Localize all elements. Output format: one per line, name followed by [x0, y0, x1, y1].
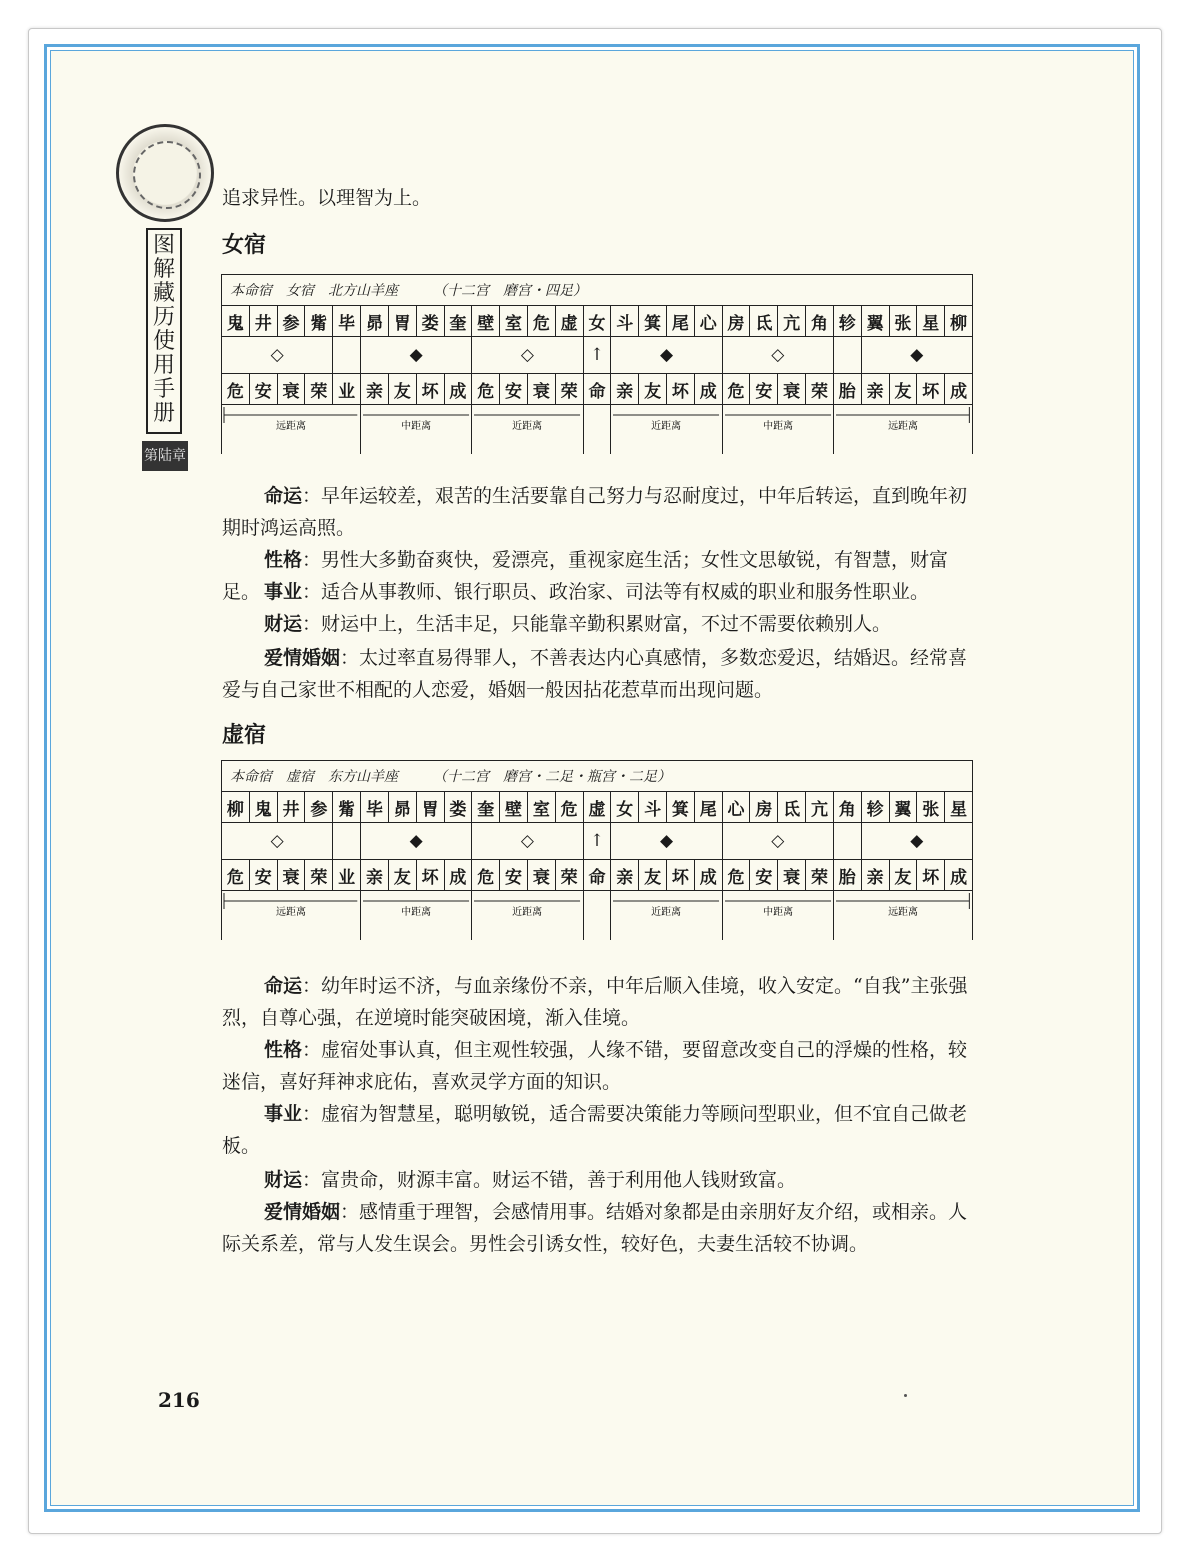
star-cell: 壁	[472, 306, 500, 337]
paragraph-personality	[222, 1034, 974, 1098]
relation-cell: 坏	[917, 860, 945, 891]
star-cell: 娄	[416, 306, 444, 337]
distance-label: 远距离	[887, 421, 918, 432]
para-text: ：虚宿处事认真，但主观性较强，人缘不错，要留意改变自己的浮燥的性格，较迷信，喜好拜神求庇佑，喜欢灵学方面的知识。	[222, 1039, 968, 1093]
symbols-row	[222, 337, 973, 374]
relation-cell: 命	[583, 374, 611, 405]
paragraph-fortune	[222, 480, 974, 544]
star-cell: 翼	[861, 306, 889, 337]
star-cell: 柳	[945, 306, 973, 337]
distance-label: 近距离	[512, 907, 543, 918]
distance-label: 中距离	[762, 907, 793, 918]
relation-cell: 衰	[277, 374, 305, 405]
relation-cell: 亲	[861, 860, 889, 891]
relation-cell: 荣	[305, 860, 333, 891]
relation-cell: 衰	[527, 860, 555, 891]
speck	[904, 1394, 907, 1397]
symbol-cell: ◇	[722, 823, 833, 860]
relation-cell: 安	[500, 374, 528, 405]
para-label: 命运	[264, 485, 303, 507]
relation-cell: 坏	[416, 860, 444, 891]
symbol-cell	[333, 823, 361, 860]
para-label: 性格	[264, 549, 303, 571]
relation-cell: 亲	[861, 374, 889, 405]
distance-arrow	[611, 405, 721, 449]
para-label: 财运	[264, 1169, 303, 1191]
relation-cell: 亲	[361, 374, 389, 405]
relation-cell: 安	[249, 374, 277, 405]
star-cell: 尾	[667, 306, 695, 337]
relation-cell: 安	[249, 860, 277, 891]
symbol-cell: ↑	[583, 337, 611, 374]
symbol-cell	[333, 337, 361, 374]
distance-row	[222, 405, 973, 455]
distance-row	[222, 891, 973, 941]
para-text: ：早年运较差，艰苦的生活要靠自己努力与忍耐度过，中年后转运，直到晚年初期时鸿运高照。	[222, 485, 968, 539]
relation-cell: 成	[444, 860, 472, 891]
distance-arrow	[361, 405, 471, 449]
distance-label: 中距离	[401, 421, 432, 432]
star-cell: 箕	[667, 792, 695, 823]
star-cell: 奎	[444, 306, 472, 337]
star-cell: 心	[694, 306, 722, 337]
star-cell: 毕	[361, 792, 389, 823]
paragraph-wealth	[222, 1164, 974, 1196]
para-label: 爱情婚姻	[264, 1201, 341, 1223]
star-cell: 斗	[611, 306, 639, 337]
relation-cell: 成	[694, 860, 722, 891]
book-title-vertical	[146, 228, 182, 434]
star-cell: 室	[527, 792, 555, 823]
symbol-cell: ◇	[472, 337, 583, 374]
star-cell: 觜	[305, 306, 333, 337]
star-cell: 鬼	[249, 792, 277, 823]
star-cell: 翼	[889, 792, 917, 823]
star-cell: 胃	[416, 792, 444, 823]
relation-cell: 胎	[833, 860, 861, 891]
relation-cell: 亲	[611, 374, 639, 405]
star-cell: 氐	[778, 792, 806, 823]
distance-arrow	[611, 891, 721, 935]
relation-cell: 衰	[778, 374, 806, 405]
distance-label: 远距离	[276, 907, 307, 918]
relation-cell: 荣	[806, 374, 834, 405]
distance-arrow	[361, 891, 471, 935]
symbol-cell: ↑	[583, 823, 611, 860]
para-text: ：财运中上，生活丰足，只能靠辛勤积累财富，不过不需要依赖别人。	[302, 613, 892, 635]
symbol-cell	[833, 823, 861, 860]
table-header: 本命宿 女宿 北方山羊座 （十二宫 磨宫・四足）	[222, 275, 973, 306]
relation-cell: 危	[472, 860, 500, 891]
star-cell: 奎	[472, 792, 500, 823]
star-cell: 斗	[639, 792, 667, 823]
symbols-row	[222, 823, 973, 860]
intro-line: 追求异性。以理智为上。	[222, 187, 432, 209]
page-number: 216	[158, 1388, 200, 1412]
star-cell: 房	[750, 792, 778, 823]
symbol-cell: ◇	[222, 337, 333, 374]
distance-label: 中距离	[401, 907, 432, 918]
symbol-cell	[833, 337, 861, 374]
paragraph-love	[222, 642, 974, 706]
relation-cell: 成	[945, 374, 973, 405]
para-text: ：太过率直易得罪人，不善表达内心真感情，多数恋爱迟，结婚迟。经常喜爱与自己家世不相配的人恋爱，婚姻一般因拈花惹草而出现问题。	[222, 647, 968, 701]
chapter-label: 第陆章	[142, 441, 188, 471]
star-cell: 室	[500, 306, 528, 337]
para-label: 事业	[264, 1103, 303, 1125]
relation-cell: 业	[333, 374, 361, 405]
symbol-cell: ◆	[361, 337, 472, 374]
para-label: 事业	[264, 581, 303, 603]
stars-row	[222, 306, 973, 337]
para-text: ：幼年时运不济，与血亲缘份不亲，中年后顺入佳境，收入安定。“自我”主张强烈，自尊心强，在逆境时能突破困境，渐入佳境。	[222, 975, 968, 1029]
star-cell: 轸	[833, 306, 861, 337]
distance-arrow	[723, 891, 833, 935]
title-char: 藏	[152, 281, 175, 306]
relation-cell: 坏	[667, 860, 695, 891]
relation-cell: 危	[722, 374, 750, 405]
relation-cell: 友	[639, 860, 667, 891]
relation-cell: 成	[945, 860, 973, 891]
para-text: ：虚宿为智慧星，聪明敏锐，适合需要决策能力等顾问型职业，但不宜自己做老板。	[222, 1103, 968, 1157]
star-cell: 鬼	[222, 306, 250, 337]
star-cell: 参	[305, 792, 333, 823]
relation-cell: 胎	[833, 374, 861, 405]
relation-cell: 命	[583, 860, 611, 891]
distance-label: 近距离	[651, 421, 682, 432]
relation-cell: 成	[444, 374, 472, 405]
paragraph-wealth	[222, 608, 974, 640]
relation-cell: 坏	[667, 374, 695, 405]
relation-cell: 亲	[611, 860, 639, 891]
title-char: 图	[152, 233, 175, 258]
distance-label: 远距离	[276, 421, 307, 432]
para-label: 性格	[264, 1039, 303, 1061]
title-char: 解	[152, 257, 175, 282]
paragraph-career	[222, 1098, 974, 1162]
relation-cell: 荣	[555, 374, 583, 405]
star-cell: 危	[555, 792, 583, 823]
relation-cell: 危	[472, 374, 500, 405]
paragraph-career	[222, 576, 974, 608]
distance-arrow	[834, 405, 972, 449]
relation-cell: 衰	[527, 374, 555, 405]
section-title: 女宿	[222, 232, 267, 258]
relation-cell: 亲	[361, 860, 389, 891]
relation-cell: 荣	[806, 860, 834, 891]
title-char: 使	[152, 329, 175, 354]
distance-label: 近距离	[512, 421, 543, 432]
title-char: 册	[152, 401, 175, 426]
star-cell: 昴	[361, 306, 389, 337]
star-cell: 角	[806, 306, 834, 337]
symbol-cell: ◇	[472, 823, 583, 860]
distance-arrow	[472, 405, 582, 449]
relation-cell: 安	[500, 860, 528, 891]
para-label: 财运	[264, 613, 303, 635]
relation-cell: 危	[222, 374, 250, 405]
relation-cell: 友	[388, 860, 416, 891]
title-char: 用	[152, 353, 175, 378]
relation-cell: 坏	[917, 374, 945, 405]
star-cell: 张	[889, 306, 917, 337]
relation-cell: 荣	[555, 860, 583, 891]
relation-cell: 成	[694, 374, 722, 405]
distance-label: 远距离	[887, 907, 918, 918]
relation-cell: 友	[388, 374, 416, 405]
para-text: ：富贵命，财源丰富。财运不错，善于利用他人钱财致富。	[302, 1169, 797, 1191]
stars-row	[222, 792, 973, 823]
relation-cell: 荣	[305, 374, 333, 405]
star-cell: 井	[249, 306, 277, 337]
seal-emblem	[116, 124, 214, 222]
relation-cell: 危	[722, 860, 750, 891]
star-cell: 亢	[778, 306, 806, 337]
relation-cell: 友	[889, 860, 917, 891]
para-label: 爱情婚姻	[264, 647, 341, 669]
distance-label: 中距离	[762, 421, 793, 432]
para-text: ：感情重于理智，会感情用事。结婚对象都是由亲朋好友介绍，或相亲。人际关系差，常与人发生误会。男性会引诱女性，较好色，夫妻生活较不协调。	[222, 1201, 968, 1255]
relation-cell: 危	[222, 860, 250, 891]
paragraph-love	[222, 1196, 974, 1260]
star-cell: 危	[527, 306, 555, 337]
relation-cell: 安	[750, 860, 778, 891]
relation-cell: 友	[639, 374, 667, 405]
symbol-cell: ◆	[611, 823, 722, 860]
para-label: 命运	[264, 975, 303, 997]
symbol-cell: ◆	[861, 823, 972, 860]
star-cell: 角	[833, 792, 861, 823]
star-cell: 女	[583, 306, 611, 337]
para-text: ：男性大多勤奋爽快，爱漂亮，重视家庭生活；女性文思敏锐，有智慧，财富足。	[222, 549, 949, 603]
constellation-table	[221, 760, 973, 940]
star-cell: 参	[277, 306, 305, 337]
star-cell: 胃	[388, 306, 416, 337]
distance-arrow	[472, 891, 582, 935]
title-char: 历	[152, 305, 175, 330]
star-cell: 虚	[583, 792, 611, 823]
relation-cell: 安	[750, 374, 778, 405]
paragraph-fortune	[222, 970, 974, 1034]
star-cell: 氐	[750, 306, 778, 337]
distance-arrow	[834, 891, 972, 935]
star-cell: 心	[722, 792, 750, 823]
symbol-cell: ◇	[722, 337, 833, 374]
star-cell: 张	[917, 792, 945, 823]
star-cell: 壁	[500, 792, 528, 823]
relation-cell: 衰	[277, 860, 305, 891]
distance-arrow	[222, 405, 360, 449]
distance-arrow	[723, 405, 833, 449]
symbol-cell: ◆	[361, 823, 472, 860]
star-cell: 箕	[639, 306, 667, 337]
relations-row	[222, 374, 973, 405]
relation-cell: 友	[889, 374, 917, 405]
symbol-cell: ◇	[222, 823, 333, 860]
star-cell: 柳	[222, 792, 250, 823]
star-cell: 亢	[806, 792, 834, 823]
symbol-cell: ◆	[611, 337, 722, 374]
relation-cell: 坏	[416, 374, 444, 405]
star-cell: 觜	[333, 792, 361, 823]
constellation-table	[221, 274, 973, 454]
star-cell: 娄	[444, 792, 472, 823]
star-cell: 尾	[694, 792, 722, 823]
distance-label: 近距离	[651, 907, 682, 918]
symbol-cell: ◆	[861, 337, 972, 374]
relation-cell: 衰	[778, 860, 806, 891]
title-char: 手	[152, 377, 175, 402]
section-title: 虚宿	[222, 722, 267, 748]
table-header: 本命宿 虚宿 东方山羊座 （十二宫 磨宫・二足・瓶宫・二足）	[222, 761, 973, 792]
star-cell: 女	[611, 792, 639, 823]
star-cell: 星	[917, 306, 945, 337]
star-cell: 毕	[333, 306, 361, 337]
para-text: ：适合从事教师、银行职员、政治家、司法等有权威的职业和服务性职业。	[302, 581, 930, 603]
relation-cell: 业	[333, 860, 361, 891]
distance-arrow	[222, 891, 360, 935]
star-cell: 星	[945, 792, 973, 823]
relations-row	[222, 860, 973, 891]
star-cell: 昴	[388, 792, 416, 823]
star-cell: 轸	[861, 792, 889, 823]
star-cell: 房	[722, 306, 750, 337]
star-cell: 虚	[555, 306, 583, 337]
star-cell: 井	[277, 792, 305, 823]
